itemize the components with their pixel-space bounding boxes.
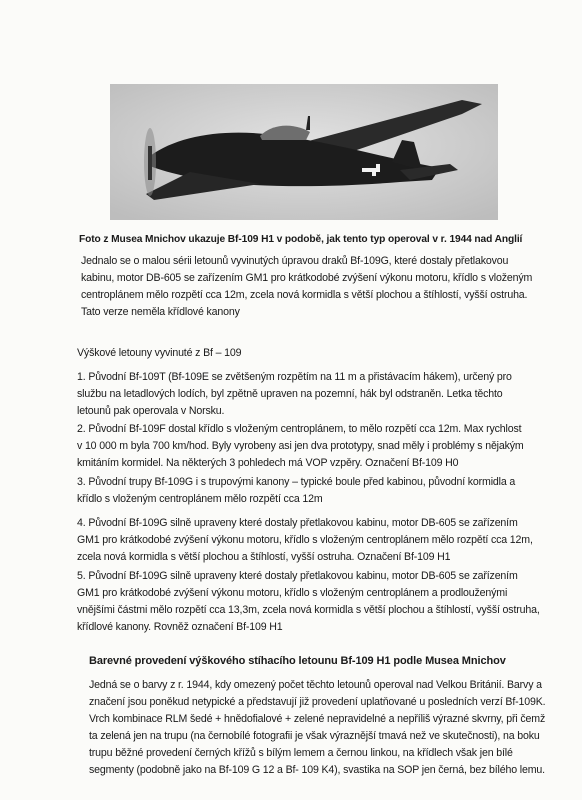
- section-line: Vrch kombinace RLM šedé + hnědofialové + zelené nepravidelné a nepříliš výrazné skvrny, při čemž: [89, 713, 546, 725]
- section-heading: Barevné provedení výškového stíhacího letounu Bf-109 H1 podle Musea Mnichov: [89, 655, 506, 667]
- list-item-line: letounů pak operovala v Norsku.: [77, 405, 225, 417]
- list-item-line: zcela nová kormidla s větší plochou a štíhlostí, vyšší ostruha. Označení Bf-109 H1: [77, 551, 451, 563]
- list-item-line: GM1 pro krátkodobé zvýšení výkonu motoru, křídlo s vloženým centroplánem mělo rozpětí cca 12m,: [77, 534, 533, 546]
- intro-line: Jednalo se o malou sérii letounů vyvinutých úpravou draků Bf-109G, které dostaly přetlakovou: [81, 255, 509, 267]
- list-item-line: vnějšími částmi mělo rozpětí cca 13,3m, zcela nová kormidla s větší plochou a štíhlostí, vyšší ostruha,: [77, 604, 540, 616]
- intro-line: Tato verze neměla křídlové kanony: [81, 306, 240, 318]
- section-line: ta zelená jen na trupu (na černobílé fotografii je však výraznější tmavá než ve skutečnosti), na boku: [89, 730, 540, 742]
- list-item-line: křídlo s vloženým centroplánem mělo rozpětí cca 12m: [77, 493, 323, 505]
- list-item-line: 4. Původní Bf-109G silně upraveny které dostaly přetlakovou kabinu, motor DB-605 se zařízením: [77, 517, 518, 529]
- aircraft-photo: [110, 84, 498, 220]
- list-item-line: 2. Původní Bf-109F dostal křídlo s vloženým centroplánem, to mělo rozpětí cca 12m. Max rychlost: [77, 423, 522, 435]
- list-item-line: službu na letadlových lodích, byl zpětně upraven na pozemní, hák byl odstraněn. Letka těchto: [77, 388, 503, 400]
- list-item: [77, 474, 557, 508]
- section-line: Jedná se o barvy z r. 1944, kdy omezený počet těchto letounů operoval nad Velkou Británií. Barvy a: [89, 679, 542, 691]
- section-paragraph: [89, 677, 559, 779]
- photo-caption: Foto z Musea Mnichov ukazuje Bf-109 H1 v podobě, jak tento typ operoval v r. 1944 nad Anglií: [79, 234, 523, 245]
- list-item-line: v 10 000 m byla 700 km/hod. Byly vyrobeny asi jen dva prototypy, snad měly i problémy s nějakým: [77, 440, 524, 452]
- list-item: [77, 421, 557, 472]
- list-item-line: GM1 pro krátkodobé zvýšení výkonu motoru, křídlo s vloženým centroplánem a prodlouženými: [77, 587, 508, 599]
- section-line: trupu běžné provedení černých křížů s bílým lemem a černou linkou, na křídlech však jen bílé: [89, 747, 513, 759]
- intro-line: kabinu, motor DB-605 se zařízením GM1 pro krátkodobé zvýšení výkonu motoru, křídlo s vloženým: [81, 272, 533, 284]
- list-item-line: 5. Původní Bf-109G silně upraveny které dostaly přetlakovou kabinu, motor DB-605 se zařízením: [77, 570, 518, 582]
- list-heading: Výškové letouny vyvinuté z Bf – 109: [77, 347, 242, 359]
- list-item-line: křídlové kanony. Rovněž označení Bf-109 H1: [77, 621, 283, 633]
- intro-paragraph: [81, 253, 561, 321]
- list-item-line: 3. Původní trupy Bf-109G i s trupovými kanony – typické boule před kabinou, původní kormidla a: [77, 476, 516, 488]
- intro-line: centroplánem mělo rozpětí cca 12m, zcela nová kormidla s větší plochou a štíhlostí, vyšší ostruha.: [81, 289, 528, 301]
- list-item: [77, 369, 557, 420]
- section-line: značení jsou poněkud netypické a představují již provedení uplatňované u posledních verzí Bf-109K.: [89, 696, 546, 708]
- section-line: segmenty (podobně jako na Bf-109 G 12 a Bf- 109 K4), svastika na SOP jen černá, bez bílého lemu.: [89, 764, 545, 776]
- list-item-line: 1. Původní Bf-109T (Bf-109E se zvětšeným rozpětím na 11 m a přistávacím hákem), určený pro: [77, 371, 512, 383]
- list-item: [77, 568, 557, 636]
- list-item-line: kmitáním kormidel. Na některých 3 pohledech má VOP vzpěry. Označení Bf-109 H0: [77, 457, 459, 469]
- airplane-photo-icon: [110, 84, 498, 220]
- list-item: [77, 515, 557, 566]
